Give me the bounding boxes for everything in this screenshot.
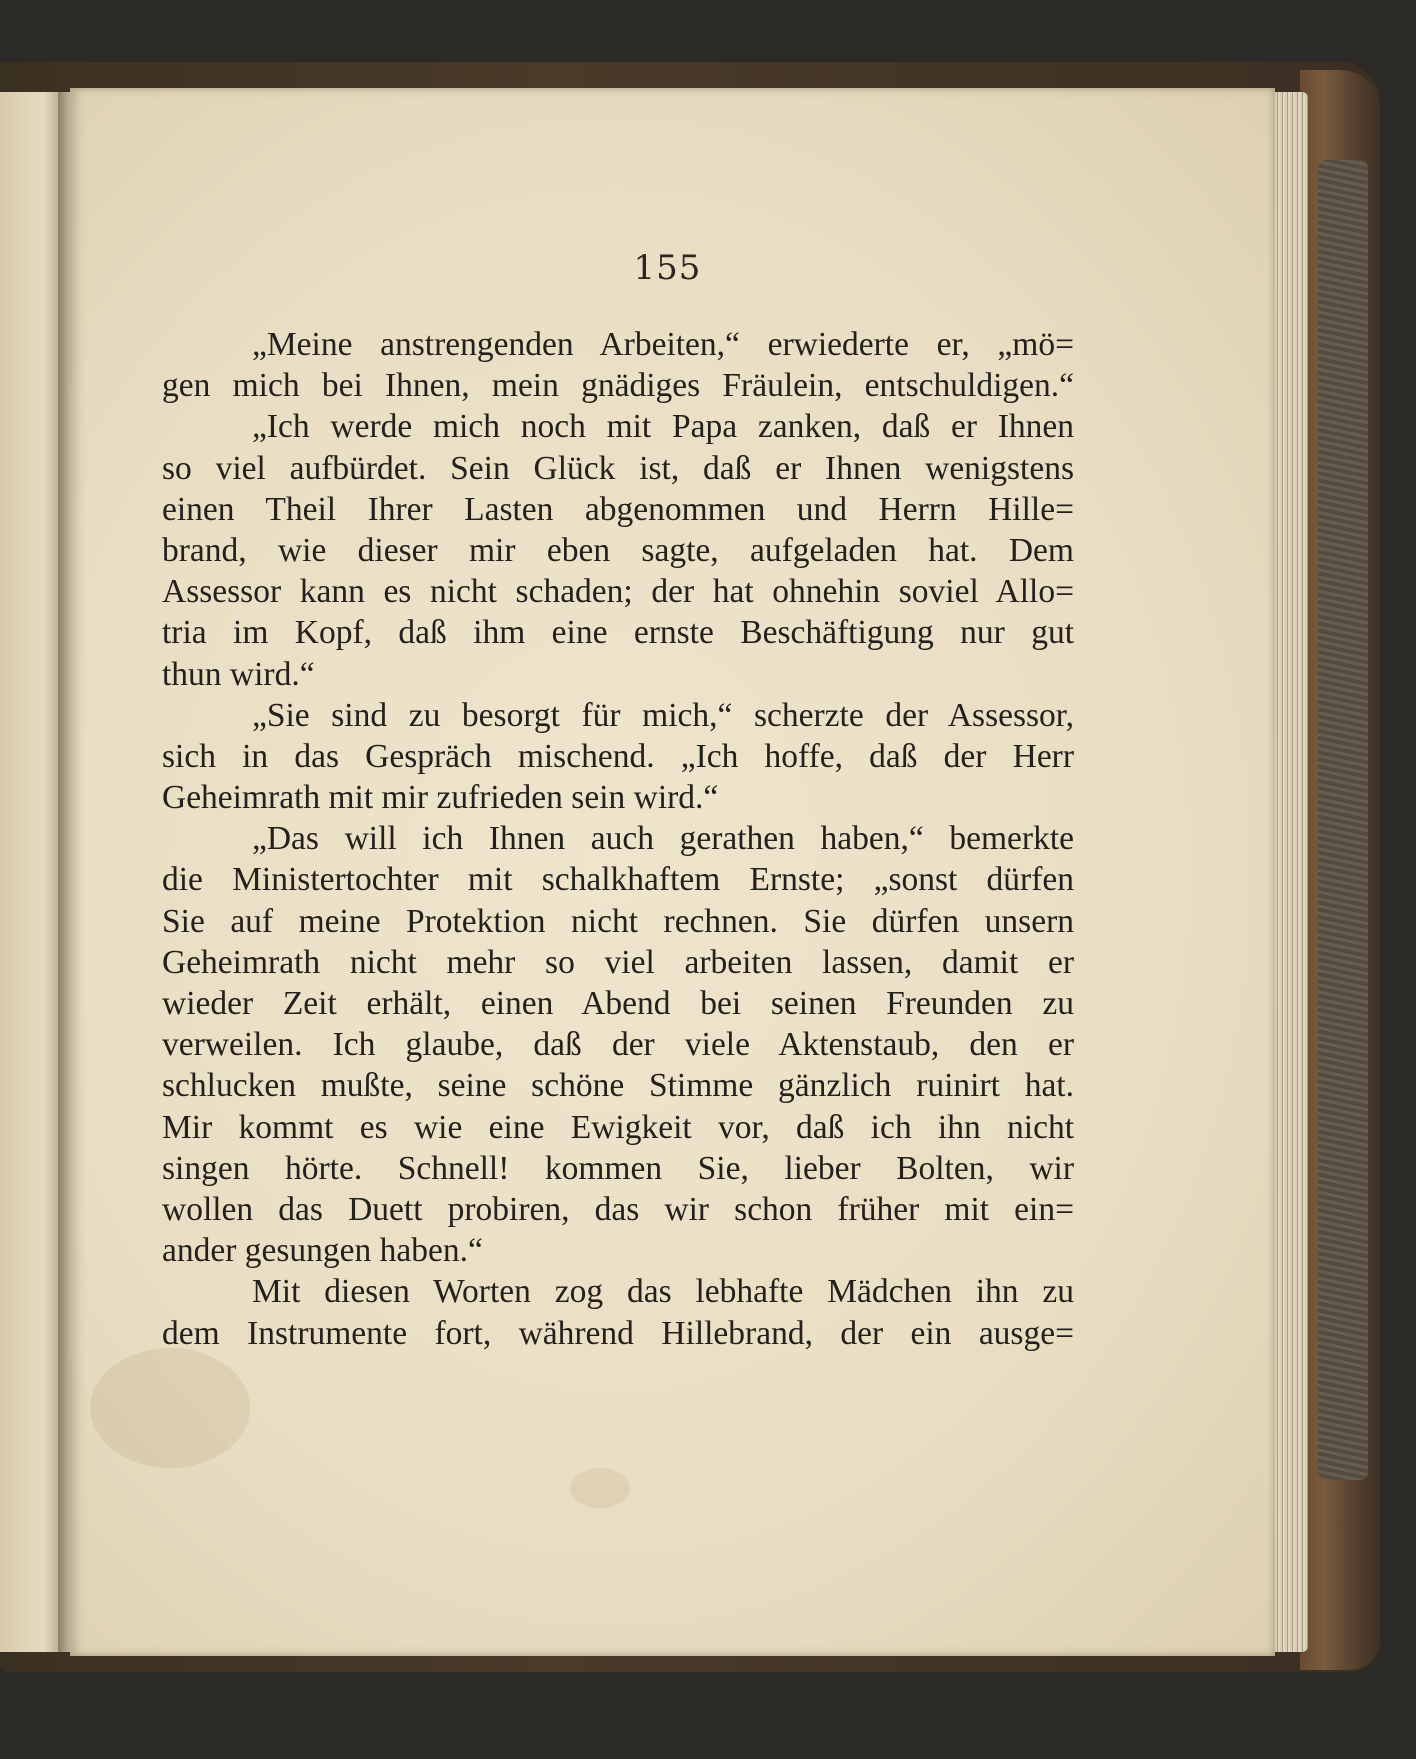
left-page-sliver	[0, 92, 62, 1652]
text-line: „Meine anstrengenden Arbeiten,“ erwiederte er, „mö=	[252, 326, 1074, 363]
text-line: „Das will ich Ihnen auch gerathen haben,“ bemerkte	[252, 820, 1074, 858]
paper-stain	[570, 1468, 630, 1508]
text-line: Sie auf meine Protektion nicht rechnen. Sie dürfen unsern	[162, 902, 1074, 940]
text-line: tria im Kopf, daß ihm eine ernste Beschäftigung nur gut	[162, 614, 1074, 652]
text-line: thun wird.“	[162, 655, 315, 693]
text-line: Mit diesen Worten zog das lebhafte Mädchen ihn zu	[252, 1273, 1074, 1311]
body-text	[162, 324, 1074, 1354]
text-line: einen Theil Ihrer Lasten abgenommen und Herrn Hille=	[162, 490, 1074, 528]
text-line: Geheimrath nicht mehr so viel arbeiten lassen, damit er	[162, 943, 1074, 981]
text-line: ander gesungen haben.“	[162, 1232, 483, 1270]
text-line: Assessor kann es nicht schaden; der hat ohnehin soviel Allo=	[162, 573, 1074, 611]
text-line: sich in das Gespräch mischend. „Ich hoffe, daß der Herr	[162, 737, 1074, 775]
text-line: gen mich bei Ihnen, mein gnädiges Fräulein, entschuldigen.“	[162, 367, 1074, 405]
text-line: wollen das Duett probiren, das wir schon früher mit ein=	[162, 1190, 1074, 1228]
text-line: wieder Zeit erhält, einen Abend bei seinen Freunden zu	[162, 985, 1074, 1022]
text-line: singen hörte. Schnell! kommen Sie, lieber Bolten, wir	[162, 1149, 1074, 1187]
cover-marbling	[1318, 160, 1368, 1480]
page-stack-edge	[1270, 92, 1308, 1652]
text-line: Geheimrath mit mir zufrieden sein wird.“	[162, 779, 719, 817]
text-line: Mir kommt es wie eine Ewigkeit vor, daß ich ihn nicht	[162, 1108, 1074, 1146]
text-line: „Sie sind zu besorgt für mich,“ scherzte der Assessor,	[252, 696, 1074, 734]
text-line: die Ministertochter mit schalkhaftem Ernste; „sonst dürfen	[162, 861, 1074, 899]
text-line: verweilen. Ich glaube, daß der viele Aktenstaub, den er	[162, 1026, 1074, 1064]
text-line: schlucken mußte, seine schöne Stimme gänzlich ruinirt hat.	[162, 1067, 1074, 1105]
book-page	[70, 88, 1275, 1656]
text-line: brand, wie dieser mir eben sagte, aufgeladen hat. Dem	[162, 531, 1074, 569]
text-line: dem Instrumente fort, während Hillebrand, der ein ausge=	[162, 1314, 1074, 1352]
paper-stain	[90, 1348, 250, 1468]
text-line: „Ich werde mich noch mit Papa zanken, daß er Ihnen	[252, 408, 1074, 446]
text-line: so viel aufbürdet. Sein Glück ist, daß er Ihnen wenigstens	[162, 449, 1074, 487]
page-number: 155	[633, 248, 702, 288]
